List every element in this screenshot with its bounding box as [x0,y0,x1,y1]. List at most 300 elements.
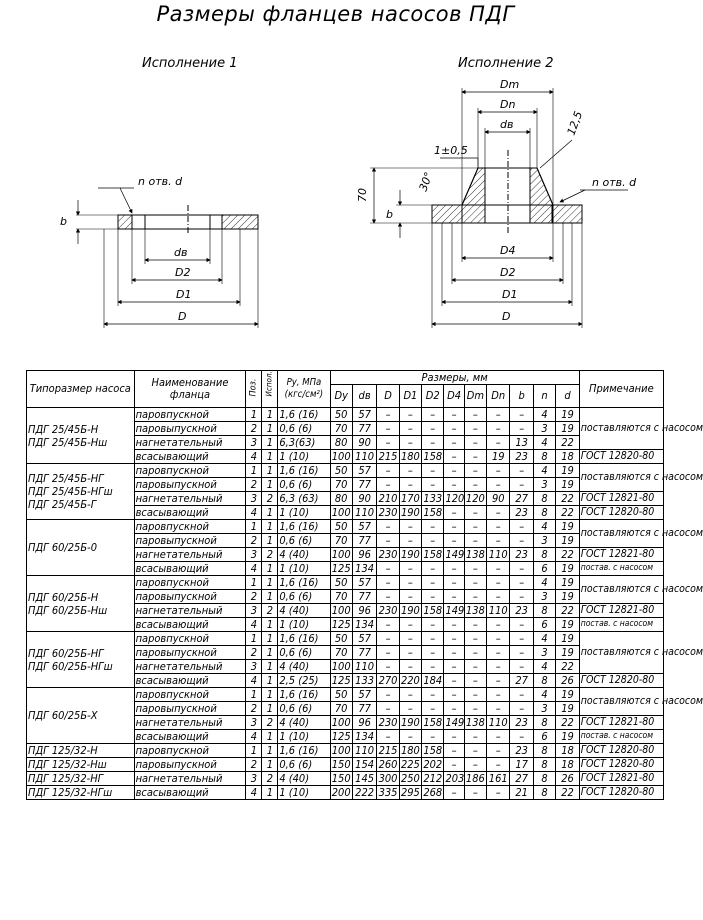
cell-value: 17 [510,758,533,772]
header-pump: Типоразмер насоса [27,371,135,408]
cell-value: – [487,674,510,688]
cell-value: 0,6 (6) [278,422,330,436]
cell-value: – [399,590,421,604]
cell-value: 27 [510,674,533,688]
cell-value: 215 [378,744,398,757]
pump-model: ПДГ 60/25Б-Нш [28,603,108,617]
cell-value: – [487,436,510,450]
cell-value: 110 [352,506,376,520]
cell-value: 19 [487,450,510,464]
cell-value: 150 [331,758,351,771]
cell-value: – [487,520,510,534]
dim-b-label: b [386,208,393,221]
cell-value: – [377,436,399,450]
cell-value: 22 [556,548,580,562]
table-row [27,520,664,534]
dim-b-label: b [60,215,67,228]
header-col-8: b [510,385,533,408]
cell-value: 1 [262,590,278,604]
cell-value: – [487,478,510,492]
header-col-2: D [377,385,399,408]
table-row [27,758,664,772]
cell-value: 1 [262,632,278,646]
cell-value: 8 [533,506,555,520]
cell-value: – [464,660,486,674]
pump-model: ПДГ 25/45Б-НГш [28,485,113,498]
cell-value: 57 [352,576,376,590]
variant-1-label: Исполнение 1 [142,56,238,71]
cell-value: 70 [330,590,352,604]
dim-dm-label: Dm [500,78,520,91]
flange-name: паровпускной [134,520,246,534]
cell-value: 2 [246,478,262,492]
cell-value: 19 [556,632,580,646]
flange-drawings [0,0,671,370]
cell-value: 184 [423,674,443,687]
cell-value: 19 [556,422,580,436]
flange-name: паровпускной [134,632,246,646]
cell-value: 202 [423,758,443,771]
pump-model: ПДГ 25/45Б-Нш [28,435,108,449]
header-flange: Наименование фланца [134,371,246,408]
cell-value: – [399,436,421,450]
cell-value: 335 [378,786,398,799]
cell-value: 1 [262,702,278,716]
cell-value: 1 [262,758,278,772]
cell-value: – [464,478,486,492]
cell-value: – [399,576,421,590]
cell-value: – [399,478,421,492]
table-row [27,772,664,786]
cell-value: – [377,520,399,534]
cell-value: – [422,730,444,744]
cell-value: – [464,590,486,604]
cell-value: 1 [262,408,278,422]
cell-value: – [422,576,444,590]
cell-value: 125 [331,674,351,687]
pump-name [27,520,135,576]
flange-name: нагнетательный [134,492,246,506]
cell-value: 22 [556,506,580,520]
cell-value: 158 [423,744,443,757]
cell-value: 19 [556,688,580,702]
cell-value: – [487,576,510,590]
cell-value: 100 [331,548,351,561]
cell-value: 0,6 (6) [278,702,330,716]
dim-d1-label: D1 [502,288,518,301]
cell-value: 19 [556,562,580,576]
cell-value: 212 [423,772,443,785]
cell-value: 1 [262,478,278,492]
cell-value: 22 [556,492,580,506]
cell-value: – [510,730,533,744]
cell-value: 210 [378,492,398,505]
cell-value: 2 [246,702,262,716]
cell-value: 22 [556,436,580,450]
cell-value: – [464,464,486,478]
cell-value: 110 [352,660,376,674]
note-cell: постав. с насосом [579,562,663,576]
cell-value: 70 [330,422,352,436]
cell-value: – [377,702,399,716]
note-cell: ГОСТ 12820-80 [579,758,663,772]
cell-value: 1,6 (16) [278,632,330,646]
cell-value: – [399,660,421,674]
note-cell: ГОСТ 12821-80 [579,492,663,506]
cell-value: 2 [262,772,278,786]
cell-value: 1 [262,730,278,744]
cell-value: 18 [556,744,580,758]
cell-value: 8 [533,716,555,730]
cell-value: 1,6 (16) [278,576,330,590]
cell-value: 1 [262,422,278,436]
cell-value: – [422,618,444,632]
note-cell: ГОСТ 12820-80 [579,786,663,800]
cell-value: 26 [556,772,580,786]
cell-value: 110 [487,716,510,730]
cell-value: 27 [510,492,533,506]
cell-value: 4 [246,506,262,520]
dim-70-label: 70 [356,188,369,202]
cell-value: – [444,534,464,548]
flange-name: паровпускной [134,688,246,702]
cell-value: – [444,464,464,478]
cell-value: – [444,450,464,464]
cell-value: – [399,632,421,646]
cell-value: 3 [533,590,555,604]
cell-value: 100 [331,744,351,757]
cell-value: – [422,632,444,646]
cell-value: – [377,660,399,674]
dim-n-holes-label: n отв. d [138,175,183,188]
cell-value: – [422,702,444,716]
flange-name: паровыпускной [134,646,246,660]
cell-value: 3 [246,660,262,674]
note-cell: ГОСТ 12820-80 [579,674,663,688]
cell-value: – [444,674,464,688]
dim-n-holes-label: n отв. d [592,176,637,189]
cell-value: 300 [378,772,398,785]
cell-value: 2,5 (25) [278,674,330,688]
cell-value: 190 [400,604,420,617]
cell-value: 4 (40) [278,716,330,730]
cell-value: 1 [262,450,278,464]
cell-value: – [487,730,510,744]
cell-value: 19 [556,408,580,422]
cell-value: – [399,408,421,422]
table-row [27,408,664,422]
cell-value: – [444,562,464,576]
pump-model: ПДГ 60/25Б-НГ [28,646,104,660]
cell-value: 2 [246,422,262,436]
cell-value: 125 [331,562,351,575]
cell-value: 1 [246,408,262,422]
cell-value: 18 [556,450,580,464]
cell-value: – [399,618,421,632]
cell-value: – [464,744,486,758]
cell-value: 1 [246,632,262,646]
flange-name: паровыпускной [134,534,246,548]
cell-value: – [464,436,486,450]
cell-value: – [510,660,533,674]
flange-name: нагнетательный [134,772,246,786]
cell-value: 22 [556,660,580,674]
cell-value: – [444,520,464,534]
cell-value: 190 [400,506,420,519]
cell-value: – [444,744,464,758]
cell-value: – [487,562,510,576]
cell-value: – [510,618,533,632]
note-cell: поставляются с насосом [579,688,663,716]
cell-value: 77 [352,590,376,604]
cell-value: – [399,534,421,548]
cell-value: 77 [352,478,376,492]
cell-value: 23 [510,548,533,562]
variant-2-label: Исполнение 2 [458,56,554,71]
cell-value: – [487,702,510,716]
cell-value: – [399,702,421,716]
cell-value: – [444,478,464,492]
header-col-0: Dу [330,385,352,408]
cell-value: 19 [556,646,580,660]
cell-value: – [377,632,399,646]
cell-value: 4 [246,562,262,576]
flange-name: всасывающий [134,562,246,576]
note-cell: ГОСТ 12820-80 [579,506,663,520]
cell-value: 180 [400,744,420,757]
table-row [27,688,664,702]
note-cell: ГОСТ 12820-80 [579,744,663,758]
cell-value: 2 [262,492,278,506]
cell-value: 125 [331,618,351,631]
cell-value: – [464,646,486,660]
cell-value: – [487,744,510,758]
flange-spec-table [26,370,703,800]
cell-value: – [510,422,533,436]
cell-value: – [422,478,444,492]
cell-value: – [464,786,486,800]
cell-value: 70 [330,534,352,548]
flange-name: паровпускной [134,744,246,758]
cell-value: 1 [246,744,262,758]
cell-value: 260 [378,758,398,771]
cell-value: 6 [533,562,555,576]
cell-value: – [464,450,486,464]
cell-value: 1 (10) [278,730,330,744]
cell-value: – [487,786,510,800]
variant-1-dim-labels [60,175,191,323]
note-cell: ГОСТ 12820-80 [579,450,663,464]
cell-value: 23 [510,506,533,520]
cell-value: 2 [262,604,278,618]
cell-value: 4 [533,576,555,590]
cell-value: – [377,576,399,590]
cell-value: 2 [246,758,262,772]
cell-value: 149 [445,604,465,617]
cell-value: – [377,730,399,744]
cell-value: 1 [246,576,262,590]
table-row [27,464,664,478]
note-cell: постав. с насосом [579,618,663,632]
cell-value: 70 [330,646,352,660]
cell-value: 4 (40) [278,660,330,674]
cell-value: 50 [330,408,352,422]
cell-value: 120 [445,492,465,505]
cell-value: 3 [533,702,555,716]
cell-value: 3 [246,772,262,786]
flange-name: всасывающий [134,674,246,688]
cell-value: – [464,758,486,772]
table-row [27,786,664,800]
cell-value: 186 [465,772,485,785]
header-col-4: D2 [422,385,444,408]
cell-value: 1 (10) [278,786,330,800]
cell-value: 4 [246,618,262,632]
cell-value: – [487,618,510,632]
cell-value: 6,3 (63) [278,492,330,506]
cell-value: 0,6 (6) [278,646,330,660]
cell-value: 2 [246,590,262,604]
cell-value: 90 [352,436,376,450]
cell-value: – [510,464,533,478]
cell-value: – [377,422,399,436]
cell-value: 23 [510,450,533,464]
cell-value: 4 [246,730,262,744]
cell-value: 2 [262,716,278,730]
cell-value: 158 [423,548,443,561]
flange-name: паровпускной [134,464,246,478]
flange-name: нагнетательный [134,436,246,450]
cell-value: 4 (40) [278,772,330,786]
cell-value: 3 [533,534,555,548]
flange-name: нагнетательный [134,548,246,562]
cell-value: 1 [262,744,278,758]
cell-value: 8 [533,674,555,688]
cell-value: – [422,660,444,674]
cell-value: – [399,422,421,436]
dim-dn-label: Dn [500,98,516,111]
cell-value: 19 [556,576,580,590]
pump-model: ПДГ 60/25Б-Н [28,590,99,604]
cell-value: – [464,576,486,590]
cell-value: 250 [400,772,420,785]
pump-model: ПДГ 60/25Б-НГш [28,659,113,673]
note-cell: постав. с насосом [579,730,663,744]
cell-value: – [399,730,421,744]
cell-value: – [510,688,533,702]
cell-value: – [377,688,399,702]
cell-value: 77 [352,422,376,436]
pump-name: ПДГ 125/32-НГш [27,786,135,800]
cell-value: – [422,534,444,548]
cell-value: 1,6 (16) [278,464,330,478]
cell-value: 145 [352,772,376,786]
note-cell: поставляются с насосом [579,576,663,604]
flange-name: нагнетательный [134,604,246,618]
cell-value: 100 [331,660,351,673]
dim-angle-label: 30° [416,170,436,194]
cell-value: – [422,520,444,534]
note-cell: поставляются с насосом [579,408,663,450]
cell-value: 138 [465,548,485,561]
flange-name: паровыпускной [134,758,246,772]
note-cell: ГОСТ 12821-80 [579,716,663,730]
cell-value: 57 [352,408,376,422]
pump-name [27,688,135,744]
cell-value: – [399,688,421,702]
pump-name: ПДГ 125/32-Нш [27,758,135,772]
cell-value: – [464,730,486,744]
note-cell: поставляются с насосом [579,464,663,492]
cell-value: 3 [246,436,262,450]
cell-value: 57 [352,688,376,702]
flange-name: паровыпускной [134,702,246,716]
cell-value: – [487,408,510,422]
cell-value: – [399,520,421,534]
cell-value: – [464,618,486,632]
cell-value: – [444,688,464,702]
cell-value: 0,6 (6) [278,534,330,548]
cell-value: – [444,646,464,660]
cell-value: 1 [246,520,262,534]
cell-value: 80 [330,436,352,450]
table-row [27,632,664,646]
cell-value: 225 [400,758,420,771]
cell-value: – [510,408,533,422]
cell-value: 4 [533,408,555,422]
cell-value: 133 [352,674,376,688]
cell-value: 1 [262,436,278,450]
header-col-3: D1 [399,385,421,408]
cell-value: 4 [246,674,262,688]
cell-value: 1 [262,688,278,702]
pump-model: ПДГ 60/25Б-Х [28,709,98,722]
cell-value: – [422,408,444,422]
header-pos: Поз. [246,371,262,408]
cell-value: 6 [533,618,555,632]
cell-value: 8 [533,772,555,786]
cell-value: – [377,534,399,548]
cell-value: 1 (10) [278,450,330,464]
cell-value: 134 [352,618,376,632]
cell-value: 19 [556,618,580,632]
flange-name: всасывающий [134,450,246,464]
cell-value: 270 [378,674,398,687]
cell-value: 3 [246,548,262,562]
cell-value: 19 [556,520,580,534]
dim-dv-label: dв [174,246,188,259]
cell-value: 110 [352,744,376,758]
cell-value: 200 [331,786,351,799]
cell-value: – [444,618,464,632]
cell-value: 0,6 (6) [278,478,330,492]
cell-value: – [444,758,464,772]
cell-value: 3 [246,604,262,618]
cell-value: – [444,436,464,450]
cell-value: 96 [352,716,376,730]
cell-value: 3 [533,422,555,436]
cell-value: 1 [262,786,278,800]
cell-value: – [377,646,399,660]
cell-value: – [510,520,533,534]
flange-name: нагнетательный [134,660,246,674]
cell-value: – [464,408,486,422]
cell-value: 149 [445,548,465,561]
cell-value: 80 [330,492,352,506]
cell-value: 134 [352,562,376,576]
cell-value: 138 [465,604,485,617]
header-col-5: D4 [444,385,464,408]
